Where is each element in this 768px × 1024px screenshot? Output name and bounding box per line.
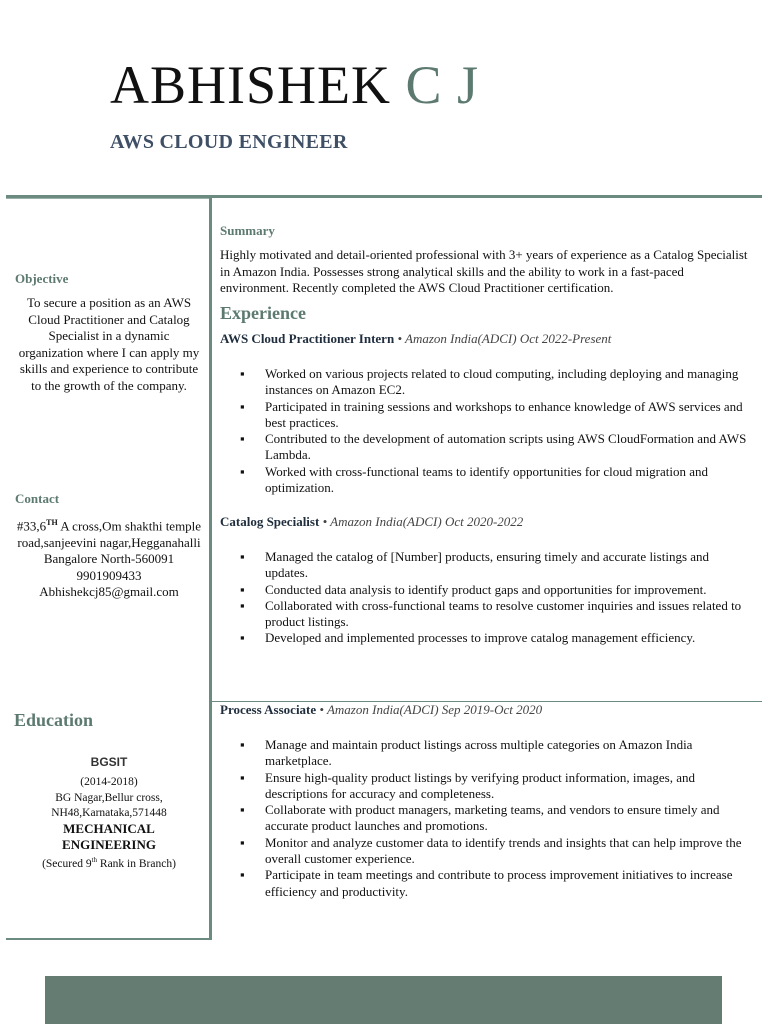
list-item: ▪ Participate in team meetings and contribute to process improvement initiatives to increase efficiency and productivity. <box>240 867 754 900</box>
list-item: ▪ Worked on various projects related to cloud computing, including deploying and managing instances on Amazon EC2. <box>240 366 754 399</box>
objective-heading: Objective <box>15 271 69 286</box>
list-item: ▪ Monitor and analyze customer data to identify trends and insights that can help improve the overall customer experience. <box>240 835 754 868</box>
list-item: ▪ Developed and implemented processes to improve catalog management efficiency. <box>240 630 754 646</box>
sidebar-top-divider <box>6 198 210 199</box>
job-title: Catalog Specialist <box>220 514 320 529</box>
job-meta: • Amazon India(ADCI) Oct 2020-2022 <box>319 514 524 529</box>
job-title: Process Associate <box>220 702 317 717</box>
job-bullets-catalog-specialist <box>240 549 754 647</box>
list-item: ▪ Collaborate with product managers, marketing teams, and vendors to ensure timely and accurate product launches and promotions. <box>240 802 754 835</box>
job-meta: • Amazon India(ADCI) Oct 2022-Present <box>394 331 612 346</box>
last-name: C J <box>405 55 480 115</box>
contact-address: #33,6TH A cross,Om shakthi temple road,sanjeevini nagar,Hegganahalli Bangalore North-560091 <box>16 518 202 567</box>
list-item: ▪ Collaborated with cross-functional teams to resolve customer inquiries and issues related to product listings. <box>240 598 754 631</box>
objective-text: To secure a position as an AWS Cloud Practitioner and Catalog Specialist in a dynamic organization where I can apply my skills and experience to contribute to the growth of the company. <box>18 295 200 393</box>
contact-heading: Contact <box>15 491 60 506</box>
education-address: BG Nagar,Bellur cross, NH48,Karnataka,571448 <box>51 792 167 819</box>
list-item: ▪ Conducted data analysis to identify product gaps and opportunities for improvement. <box>240 582 754 598</box>
job-header-process-associate <box>220 702 542 718</box>
list-item: ▪ Participated in training sessions and workshops to enhance knowledge of AWS services and best practices. <box>240 399 754 432</box>
footer-bar <box>45 976 722 1024</box>
contact-details <box>15 515 203 601</box>
list-item: ▪ Ensure high-quality product listings by verifying product information, images, and descriptions for accuracy and completeness. <box>240 770 754 803</box>
job-role-title: AWS CLOUD ENGINEER <box>110 131 348 153</box>
job-title: AWS Cloud Practitioner Intern <box>220 331 395 346</box>
sidebar-bottom-divider <box>6 938 210 940</box>
list-item: ▪ Managed the catalog of [Number] products, ensuring timely and accurate listings and updates. <box>240 549 754 582</box>
contact-email: Abhishekcj85@gmail.com <box>39 584 179 600</box>
summary-text: Highly motivated and detail-oriented professional with 3+ years of experience as a Catalog Specialist in Amazon India. Possesses strong analytical skills and the ability to work in a fast-paced environment. Recently completed the AWS Cloud Practitioner certification. <box>220 247 748 295</box>
education-degree: MECHANICAL ENGINEERING <box>62 821 156 852</box>
contact-phone: 9901909433 <box>76 567 142 583</box>
list-item: ▪ Worked with cross-functional teams to identify opportunities for cloud migration and optimization. <box>240 464 754 497</box>
education-heading: Education <box>14 710 94 730</box>
summary-heading: Summary <box>220 223 275 238</box>
job-meta: • Amazon India(ADCI) Sep 2019-Oct 2020 <box>316 702 543 717</box>
education-rank: (Secured 9th Rank in Branch) <box>42 856 176 870</box>
job-bullets-aws-intern <box>240 366 754 496</box>
job-bullets-process-associate <box>240 737 754 900</box>
candidate-name <box>110 55 480 115</box>
column-divider <box>209 196 212 940</box>
experience-heading: Experience <box>220 303 306 323</box>
education-school: BGSIT <box>90 755 128 769</box>
list-item: ▪ Contributed to the development of automation scripts using AWS CloudFormation and AWS Lambda. <box>240 431 754 464</box>
list-item: ▪ Manage and maintain product listings across multiple categories on Amazon India marketplace. <box>240 737 754 770</box>
job-header-aws-intern <box>220 331 611 347</box>
job-header-catalog-specialist <box>220 514 523 530</box>
first-name: ABHISHEK <box>110 55 392 115</box>
education-years: (2014-2018) <box>80 776 138 788</box>
